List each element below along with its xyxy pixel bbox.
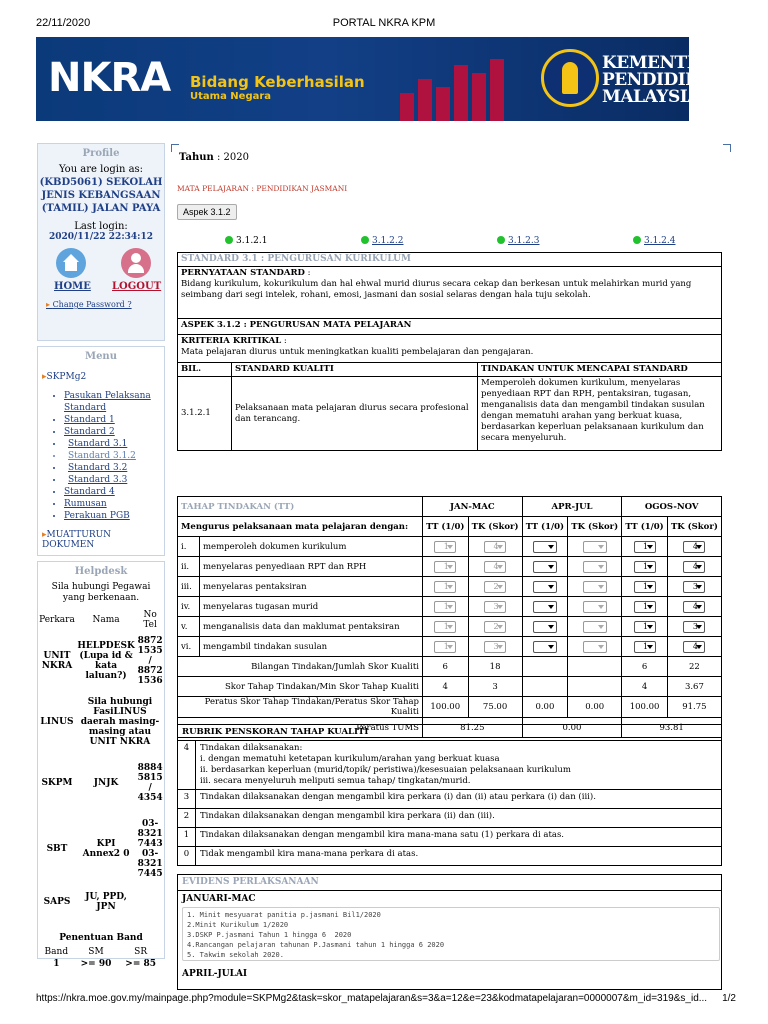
tums-value: 0.00 (522, 718, 622, 738)
sum-label: Bilangan Tindakan/Jumlah Skor Kualiti (178, 657, 423, 677)
menu-item-standard-2[interactable]: • Standard 2 (64, 426, 164, 438)
col-tindakan: TINDAKAN UNTUK MENCAPAI STANDARD (478, 363, 722, 377)
col-nama: Nama (92, 615, 120, 625)
tt-select[interactable]: 1 (634, 541, 656, 553)
period-ogos-nov: OGOS-NOV (622, 497, 722, 517)
sum-value: 22 (667, 657, 721, 677)
row-number: ii. (178, 557, 200, 577)
helpdesk-panel (37, 561, 165, 969)
peratus-value: 100.00 (423, 697, 469, 718)
col-perkara: Perkara (39, 615, 75, 625)
helpdesk-perkara: LINUS (40, 717, 74, 727)
band-col: Band (44, 947, 69, 957)
helpdesk-heading: Helpdesk (74, 566, 128, 577)
pernyataan-cell: PERNYATAAN STANDARD : Bidang kurikulum, kokurikulum dan hal ehwal murid diurus secara cekap dan berkesan untuk melahirkan murid yang seimbang dari segi intelek, rohani, emosi, jasmani dan sosial selaras dengan hala tuju sekolah. (178, 267, 722, 319)
menu-heading: Menu (85, 351, 117, 362)
row-text: menyelaras penyediaan RPT dan RPH (200, 557, 423, 577)
period-apr-jul: APR-JUL (522, 497, 622, 517)
tt-select[interactable] (533, 581, 557, 593)
menu-item-standard-1[interactable]: • Standard 1 (64, 414, 164, 426)
nkra-banner (36, 37, 748, 121)
banner-logo-text: NKRA (48, 55, 171, 101)
tindakan-text: Memperoleh dokumen kurikulum, menyelaras penyediaan RPT dan RPH, pentaksiran, tugasan, menganalisis data dan mengambil tindakan susulan dengan mematuhi arahan yang berkuat kuasa, berdasarkan keperluan pelaksanaan kurikulum dan secara menyeluruh. (478, 377, 722, 451)
tahun: Tahun : 2020 (179, 152, 249, 163)
period-jan-mac: JAN-MAC (423, 497, 523, 517)
main-content (175, 148, 725, 990)
penentuan-band-heading: Penentuan Band (59, 933, 143, 943)
bil-value: 3.1.2.1 (178, 377, 232, 451)
row-text: menyelaras tugasan murid (200, 597, 423, 617)
tt-select[interactable]: 1 (634, 561, 656, 573)
tt-select[interactable]: 1 (434, 601, 456, 613)
table-row (178, 577, 722, 597)
band-value: >= 85 (125, 959, 157, 969)
standard-table (177, 252, 722, 451)
helpdesk-nama: HELPDESK (Lupa id & kata laluan?) (77, 641, 135, 681)
tums-value: 93.81 (622, 718, 722, 738)
col-tt: TT (1/0) (423, 517, 469, 537)
tt-select[interactable] (533, 601, 557, 613)
rubrik-score: 4 (178, 741, 196, 790)
helpdesk-tel: 8884 5815 / 4354 (137, 763, 163, 803)
sidebar (37, 143, 165, 985)
row-number: v. (178, 617, 200, 637)
tk-select[interactable]: 2 (484, 581, 506, 593)
col-tk: TK (Skor) (568, 517, 622, 537)
print-date: 22/11/2020 (36, 17, 91, 29)
tt-select[interactable]: 1 (434, 581, 456, 593)
row-number: iv. (178, 597, 200, 617)
tt-select[interactable]: 1 (434, 641, 456, 653)
print-title: PORTAL NKRA KPM (332, 17, 436, 29)
helpdesk-tel: 8872 1535 / 8872 1536 (137, 636, 163, 686)
evidens-jan-textarea[interactable]: 1. Minit mesyuarat panitia p.jasmani Bil1/2020 2.Minit Kurikulum 1/2020 3.DSKP P.jasmani Tahun 1 hingga 6 2020 4.Rancangan pelajaran tahunan P.Jasmani tahun 1 hingga 6 2020 5. Takwim sekolah 2020. (182, 907, 720, 961)
tt-select[interactable]: 1 (434, 561, 456, 573)
rubrik-desc: Tindakan dilaksanakan dengan mengambil kira mana-mana satu (1) perkara di atas. (196, 828, 722, 847)
tt-select[interactable]: 1 (434, 541, 456, 553)
sum-value: 6 (423, 657, 469, 677)
row-text: menyelaras pentaksiran (200, 577, 423, 597)
tk-select[interactable]: 3 (484, 641, 506, 653)
status-dot-icon (361, 236, 369, 244)
logout-icon[interactable] (121, 248, 151, 278)
peratus-value: 91.75 (667, 697, 721, 718)
rubrik-desc: Tindakan dilaksanakan: i. dengan mematuhi ketetapan kurikulum/arahan yang berkuat kuasa ii. berdasarkan keperluan (murid/topik/ peristiwa)/kesesuaian pelaksanaan kurikulum iii. secara menyeluruh meliputi semua tahap/ tingkatan/murid. (196, 741, 722, 790)
tk-select[interactable] (583, 581, 607, 593)
tahap-subheading: Mengurus pelaksanaan mata pelajaran dengan: (178, 517, 423, 537)
last-login-label: Last login: (74, 221, 128, 232)
helpdesk-perkara: SBT (46, 844, 68, 854)
tt-select[interactable] (533, 541, 557, 553)
last-login-value: 2020/11/22 22:34:12 (48, 232, 154, 242)
skor-value: 4 (423, 677, 469, 697)
tk-select[interactable]: 3 (683, 621, 705, 633)
helpdesk-tel: 03-8321 7443 03-8321 7445 (137, 819, 163, 879)
band-col: SM (88, 947, 104, 957)
col-tel: No Tel (143, 610, 157, 630)
change-password-link[interactable]: ▸ Change Password ? (46, 300, 132, 309)
menu-section-muatturun[interactable]: ▸MUATTURUN DOKUMEN (42, 530, 112, 550)
table-row (178, 537, 722, 557)
evidens-panel (177, 891, 722, 990)
arrow-right-icon: ▸ (46, 300, 53, 309)
skor-label: Skor Tahap Tindakan/Min Skor Tahap Kualiti (178, 677, 423, 697)
logout-link[interactable]: LOGOUT (112, 281, 162, 292)
aspek-heading: ASPEK 3.1.2 : PENGURUSAN MATA PELAJARAN (178, 319, 722, 335)
menu-list (38, 390, 164, 522)
rubrik-desc: Tindakan dilaksanakan dengan mengambil kira perkara (ii) dan (iii). (196, 809, 722, 828)
status-dot-icon (497, 236, 505, 244)
tahap-tindakan-table (177, 496, 722, 738)
standard-heading: STANDARD 3.1 : PENGURUSAN KURIKULUM (178, 253, 722, 267)
home-link[interactable]: HOME (54, 281, 91, 292)
tt-select[interactable]: 1 (434, 621, 456, 633)
tk-select[interactable]: 3 (484, 601, 506, 613)
tt-select[interactable]: 1 (634, 641, 656, 653)
table-row (178, 557, 722, 577)
rubrik-score: 2 (178, 809, 196, 828)
menu-item-rumusan[interactable]: • Rumusan (64, 498, 164, 510)
row-number: vi. (178, 637, 200, 657)
helpdesk-table (38, 609, 164, 919)
peratus-value: 100.00 (622, 697, 668, 718)
helpdesk-intro: Sila hubungi Pegawai yang berkenaan. (51, 582, 151, 603)
tk-select[interactable]: 4 (683, 561, 705, 573)
rubrik-desc: Tidak mengambil kira mana-mana perkara di atas. (196, 847, 722, 866)
menu-item-standard-3-1-2[interactable]: • Standard 3.1.2 (64, 450, 164, 462)
skor-value: 3 (468, 677, 522, 697)
table-row (178, 637, 722, 657)
tk-select[interactable]: 4 (683, 601, 705, 613)
kriteria-cell: KRITERIA KRITIKAL : Mata pelajaran diurus untuk meningkatkan kualiti pembelajaran dan pengajaran. (178, 335, 722, 363)
tk-select[interactable] (583, 541, 607, 553)
tk-select[interactable]: 3 (683, 581, 705, 593)
tk-select[interactable] (583, 621, 607, 633)
menu-item-standard-3-1[interactable]: • Standard 3.1 (64, 438, 164, 450)
tk-select[interactable] (583, 601, 607, 613)
tt-select[interactable]: 1 (634, 581, 656, 593)
row-text: menganalisis data dan maklumat pentaksiran (200, 617, 423, 637)
menu-item-standard-3-2[interactable]: • Standard 3.2 (64, 462, 164, 474)
row-text: memperoleh dokumen kurikulum (200, 537, 423, 557)
helpdesk-perkara: SAPS (43, 897, 71, 907)
school-name: (KBD5061) SEKOLAH JENIS KEBANGSAAN (TAMIL) JALAN PAYA (39, 177, 163, 214)
tums-label: Peratus TUMS (178, 718, 423, 738)
helpdesk-perkara: UNIT NKRA (41, 651, 73, 671)
print-url: https://nkra.moe.gov.my/mainpage.php?module=SKPMg2&task=skor_matapelajaran&s=3&a=12&e=23&kodmatapelajaran=0000007&m_id=319&s_id... (36, 993, 708, 1004)
print-page-number: 1/2 (722, 993, 736, 1004)
banner-subtitle-2: Utama Negara (190, 91, 272, 102)
rubrik-score: 0 (178, 847, 196, 866)
row-number: iii. (178, 577, 200, 597)
status-dot-icon (633, 236, 641, 244)
tk-select[interactable]: 4 (484, 541, 506, 553)
rubrik-table (177, 724, 722, 866)
col-tt: TT (1/0) (522, 517, 568, 537)
banner-bars-graphic (396, 51, 516, 121)
menu-item-pasukan[interactable]: • Pasukan Pelaksana Standard (64, 390, 164, 414)
tab-3-1-2-4[interactable]: 3.1.2.4 (633, 236, 676, 246)
tk-select[interactable]: 2 (484, 621, 506, 633)
tk-select[interactable]: 4 (683, 641, 705, 653)
mata-pelajaran: MATA PELAJARAN : PENDIDIKAN JASMANI (177, 184, 348, 193)
menu-item-standard-3-3[interactable]: • Standard 3.3 (64, 474, 164, 486)
band-col: SR (134, 947, 148, 957)
home-icon[interactable] (56, 248, 86, 278)
helpdesk-nama: JU, PPD, JPN (85, 892, 127, 912)
tab-3-1-2-3[interactable]: 3.1.2.3 (497, 236, 540, 246)
menu-item-perakuan[interactable]: • Perakuan PGB (64, 510, 164, 522)
rubrik-heading: RUBRIK PENSKORAN TAHAP KUALITI (178, 725, 722, 741)
tk-select[interactable] (583, 641, 607, 653)
aspek-button[interactable]: Aspek 3.1.2 (177, 204, 237, 220)
tk-select[interactable]: 4 (683, 541, 705, 553)
sum-value: 6 (622, 657, 668, 677)
row-text: mengambil tindakan susulan (200, 637, 423, 657)
row-number: i. (178, 537, 200, 557)
tt-select[interactable]: 1 (634, 621, 656, 633)
peratus-value: 0.00 (522, 697, 568, 718)
rubrik-desc: Tindakan dilaksanakan dengan mengambil kira perkara (i) dan (ii) atau perkara (i) dan (iii). (196, 790, 722, 809)
menu-panel (37, 346, 165, 556)
menu-section-skpmg2[interactable]: ▸SKPMg2 (42, 372, 87, 382)
col-tk: TK (Skor) (468, 517, 522, 537)
profile-heading: Profile (82, 148, 120, 159)
login-as-label: You are login as: (58, 164, 144, 175)
col-bil: BIL. (178, 363, 232, 377)
band-value: 1 (53, 959, 60, 969)
helpdesk-nama: Sila hubungi FasiLINUS daerah masing-masing atau UNIT NKRA (80, 697, 160, 747)
col-tt: TT (1/0) (622, 517, 668, 537)
tt-select[interactable] (533, 641, 557, 653)
tt-select[interactable] (533, 561, 557, 573)
moe-logo-icon (541, 49, 599, 107)
sub-aspek-tabs (225, 236, 725, 250)
evidens-heading: EVIDENS PERLAKSANAAN (177, 874, 722, 891)
tt-select[interactable]: 1 (634, 601, 656, 613)
tk-select[interactable] (583, 561, 607, 573)
banner-subtitle: Bidang Keberhasilan (190, 73, 365, 91)
peratus-label: Peratus Skor Tahap Tindakan/Peratus Skor Tahap Kualiti (178, 697, 423, 718)
peratus-value: 75.00 (468, 697, 522, 718)
col-standard-kualiti: STANDARD KUALITI (232, 363, 478, 377)
table-row (178, 597, 722, 617)
standard-kualiti-text: Pelaksanaan mata pelajaran diurus secara profesional dan terancang. (232, 377, 478, 451)
tab-3-1-2-2[interactable]: 3.1.2.2 (361, 236, 404, 246)
moe-logo-text: KEMENTERIAN PENDIDIKAN MALAYSIA (602, 53, 748, 107)
helpdesk-perkara: SKPM (41, 778, 73, 788)
tums-value: 81.25 (423, 718, 523, 738)
menu-item-standard-4[interactable]: • Standard 4 (64, 486, 164, 498)
tab-3-1-2-1[interactable]: 3.1.2.1 (225, 236, 268, 246)
band-value: >= 90 (80, 959, 112, 969)
table-row (178, 617, 722, 637)
skor-value: 4 (622, 677, 668, 697)
status-dot-icon (225, 236, 233, 244)
tk-select[interactable]: 4 (484, 561, 506, 573)
helpdesk-nama: JNJK (93, 778, 119, 788)
band-table (38, 945, 164, 971)
evidens-apr-label: APRIL-JULAI (182, 969, 248, 979)
peratus-value: 0.00 (568, 697, 622, 718)
rubrik-score: 1 (178, 828, 196, 847)
col-tk: TK (Skor) (667, 517, 721, 537)
rubrik-score: 3 (178, 790, 196, 809)
print-header (0, 17, 768, 31)
sum-value: 18 (468, 657, 522, 677)
profile-panel (37, 143, 165, 341)
evidens-jan-label: JANUARI-MAC (182, 894, 256, 904)
tahap-heading: TAHAP TINDAKAN (TT) (178, 497, 423, 517)
skor-value: 3.67 (667, 677, 721, 697)
helpdesk-nama: KPI Annex2 0 (82, 839, 130, 859)
tt-select[interactable] (533, 621, 557, 633)
